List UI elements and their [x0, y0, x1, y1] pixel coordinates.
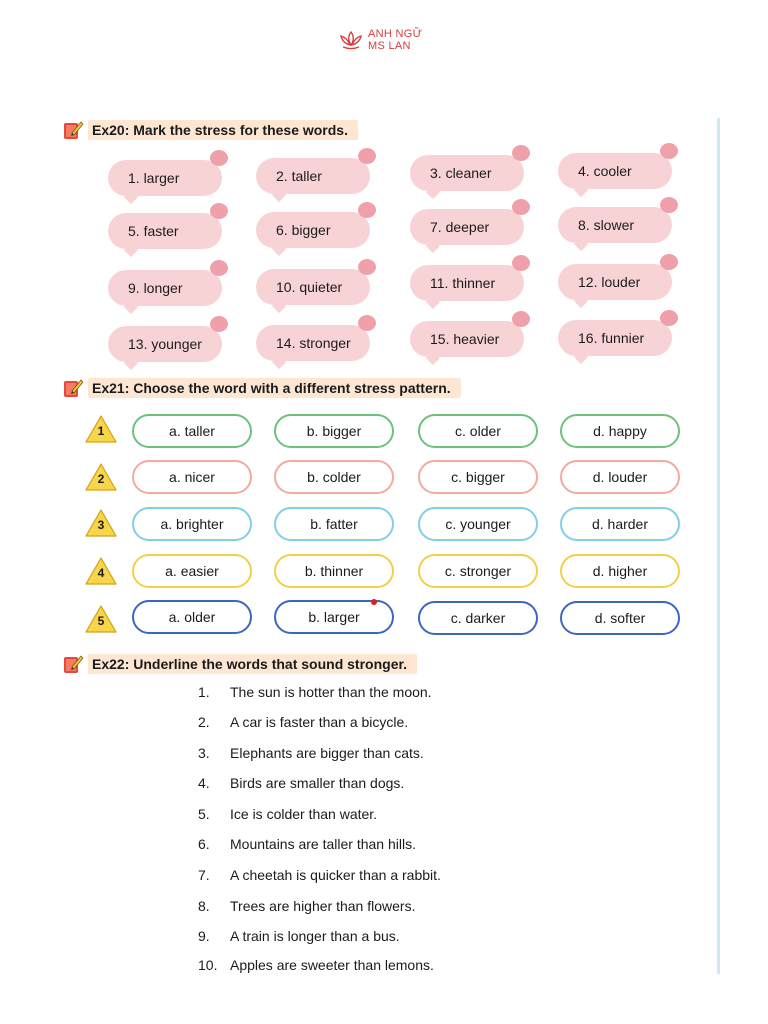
sentence-number: 10.: [198, 957, 218, 973]
bubble-dot: [660, 143, 678, 159]
sentence-text[interactable]: A cheetah is quicker than a rabbit.: [230, 867, 441, 883]
answer-option-b[interactable]: b. larger: [274, 600, 394, 634]
answer-option-a[interactable]: a. older: [132, 600, 252, 634]
answer-option-c[interactable]: c. bigger: [418, 460, 538, 494]
sentence-number: 9.: [198, 928, 210, 944]
ex21-title: Choose the word with a different stress pattern.: [133, 380, 451, 396]
ex21-title-bar: [88, 378, 461, 398]
question-number: 2: [97, 472, 105, 486]
stress-word-bubble: [410, 321, 524, 357]
bubble-dot: [512, 255, 530, 271]
answer-option-c[interactable]: c. darker: [418, 601, 538, 635]
answer-option-b[interactable]: b. fatter: [274, 507, 394, 541]
bubble-dot: [358, 148, 376, 164]
answer-option-d[interactable]: d. softer: [560, 601, 680, 635]
ex21-header: [62, 376, 461, 400]
stress-word: 6. bigger: [276, 222, 331, 238]
stress-word: 14. stronger: [276, 335, 351, 351]
stress-word-bubble: [410, 155, 524, 191]
answer-option-a[interactable]: a. nicer: [132, 460, 252, 494]
stress-word-bubble: [108, 326, 222, 362]
brand-line-1: ANH NGỮ: [368, 28, 423, 40]
answer-option-c[interactable]: c. younger: [418, 507, 538, 541]
answer-option-c[interactable]: c. stronger: [418, 554, 538, 588]
page-border-right: [717, 118, 720, 974]
lotus-icon: [338, 29, 364, 51]
ex22-title-bar: [88, 654, 417, 674]
sentence-number: 7.: [198, 867, 210, 883]
brand-line-2: MS LAN: [368, 40, 411, 52]
sentence-number: 5.: [198, 806, 210, 822]
sentence-number: 8.: [198, 898, 210, 914]
pencil-notebook-icon: [62, 119, 84, 141]
ex22-title: Underline the words that sound stronger.: [133, 656, 408, 672]
ex22-header: [62, 652, 417, 676]
bubble-dot: [660, 197, 678, 213]
bubble-dot: [358, 315, 376, 331]
stress-word: 13. younger: [128, 336, 202, 352]
stress-word-bubble: [256, 158, 370, 194]
answer-option-b[interactable]: b. thinner: [274, 554, 394, 588]
bubble-dot: [660, 254, 678, 270]
stress-word-bubble: [256, 325, 370, 361]
stress-word-bubble: [558, 207, 672, 243]
sentence-item: [198, 684, 432, 700]
pencil-notebook-icon: [62, 377, 84, 399]
brand-logo: [338, 28, 422, 52]
sentence-number: 4.: [198, 775, 210, 791]
bubble-dot: [210, 316, 228, 332]
bubble-dot: [660, 310, 678, 326]
question-number-badge: [84, 508, 118, 538]
ex20-label: Ex20:: [92, 122, 130, 138]
answer-option-a[interactable]: a. taller: [132, 414, 252, 448]
bubble-dot: [512, 199, 530, 215]
stress-word: 5. faster: [128, 223, 179, 239]
stress-word-bubble: [256, 269, 370, 305]
stress-word-bubble: [256, 212, 370, 248]
question-number: 5: [97, 614, 105, 628]
ex22-label: Ex22:: [92, 656, 130, 672]
sentence-item: [198, 928, 400, 944]
question-number: 3: [97, 518, 105, 532]
answer-option-d[interactable]: d. happy: [560, 414, 680, 448]
stress-word: 9. longer: [128, 280, 183, 296]
question-number: 4: [97, 566, 105, 580]
ex21-label: Ex21:: [92, 380, 130, 396]
bubble-dot: [512, 311, 530, 327]
stress-word-bubble: [108, 160, 222, 196]
answer-option-d[interactable]: d. harder: [560, 507, 680, 541]
question-number-badge: [84, 556, 118, 586]
stress-word-bubble: [558, 320, 672, 356]
sentence-number: 2.: [198, 714, 210, 730]
sentence-item: [198, 714, 408, 730]
sentence-text[interactable]: Ice is colder than water.: [230, 806, 378, 822]
question-number-badge: [84, 414, 118, 444]
bubble-dot: [512, 145, 530, 161]
sentence-item: [198, 806, 377, 822]
answer-option-c[interactable]: c. older: [418, 414, 538, 448]
stress-word: 15. heavier: [430, 331, 500, 347]
stress-word-bubble: [410, 265, 524, 301]
sentence-item: [198, 898, 415, 914]
question-number-badge: [84, 462, 118, 492]
answer-option-a[interactable]: a. easier: [132, 554, 252, 588]
ex20-title-bar: [88, 120, 358, 140]
question-number: 1: [97, 424, 105, 438]
stress-word-bubble: [558, 153, 672, 189]
stress-word-bubble: [558, 264, 672, 300]
stress-word: 2. taller: [276, 168, 322, 184]
pencil-notebook-icon: [62, 653, 84, 675]
sentence-text[interactable]: Mountains are taller than hills.: [230, 836, 416, 852]
bubble-dot: [210, 203, 228, 219]
stress-word: 8. slower: [578, 217, 635, 233]
stress-word: 4. cooler: [578, 163, 632, 179]
bubble-dot: [210, 260, 228, 276]
sentence-text[interactable]: Elephants are bigger than cats.: [230, 745, 424, 761]
answer-option-d[interactable]: d. higher: [560, 554, 680, 588]
stress-word-bubble: [108, 270, 222, 306]
answer-option-b[interactable]: b. colder: [274, 460, 394, 494]
ex20-title: Mark the stress for these words.: [133, 122, 348, 138]
answer-option-b[interactable]: b. bigger: [274, 414, 394, 448]
stress-word: 3. cleaner: [430, 165, 492, 181]
answer-option-a[interactable]: a. brighter: [132, 507, 252, 541]
sentence-text[interactable]: A car is faster than a bicycle.: [230, 714, 409, 730]
answer-option-d[interactable]: d. louder: [560, 460, 680, 494]
stress-word: 16. funnier: [578, 330, 645, 346]
sentence-number: 1.: [198, 684, 210, 700]
sentence-item: [198, 957, 434, 973]
sentence-number: 6.: [198, 836, 210, 852]
stress-word: 12. louder: [578, 274, 641, 290]
bubble-dot: [210, 150, 228, 166]
sentence-item: [198, 775, 404, 791]
sentence-text[interactable]: A train is longer than a bus.: [230, 928, 400, 944]
sentence-item: [198, 836, 416, 852]
stress-word-bubble: [108, 213, 222, 249]
brand-name: [368, 28, 422, 52]
sentence-text[interactable]: Birds are smaller than dogs.: [230, 775, 405, 791]
stress-word: 11. thinner: [430, 275, 496, 291]
sentence-text[interactable]: Trees are higher than flowers.: [230, 898, 416, 914]
red-marker-dot: [371, 599, 377, 605]
stress-word: 1. larger: [128, 170, 180, 186]
ex20-header: [62, 118, 358, 142]
stress-word: 7. deeper: [430, 219, 490, 235]
question-number-badge: [84, 604, 118, 634]
stress-word: 10. quieter: [276, 279, 343, 295]
sentence-text[interactable]: Apples are sweeter than lemons.: [230, 957, 434, 973]
bubble-dot: [358, 202, 376, 218]
stress-word-bubble: [410, 209, 524, 245]
sentence-text[interactable]: The sun is hotter than the moon.: [230, 684, 432, 700]
sentence-item: [198, 745, 424, 761]
bubble-dot: [358, 259, 376, 275]
sentence-number: 3.: [198, 745, 210, 761]
sentence-item: [198, 867, 441, 883]
